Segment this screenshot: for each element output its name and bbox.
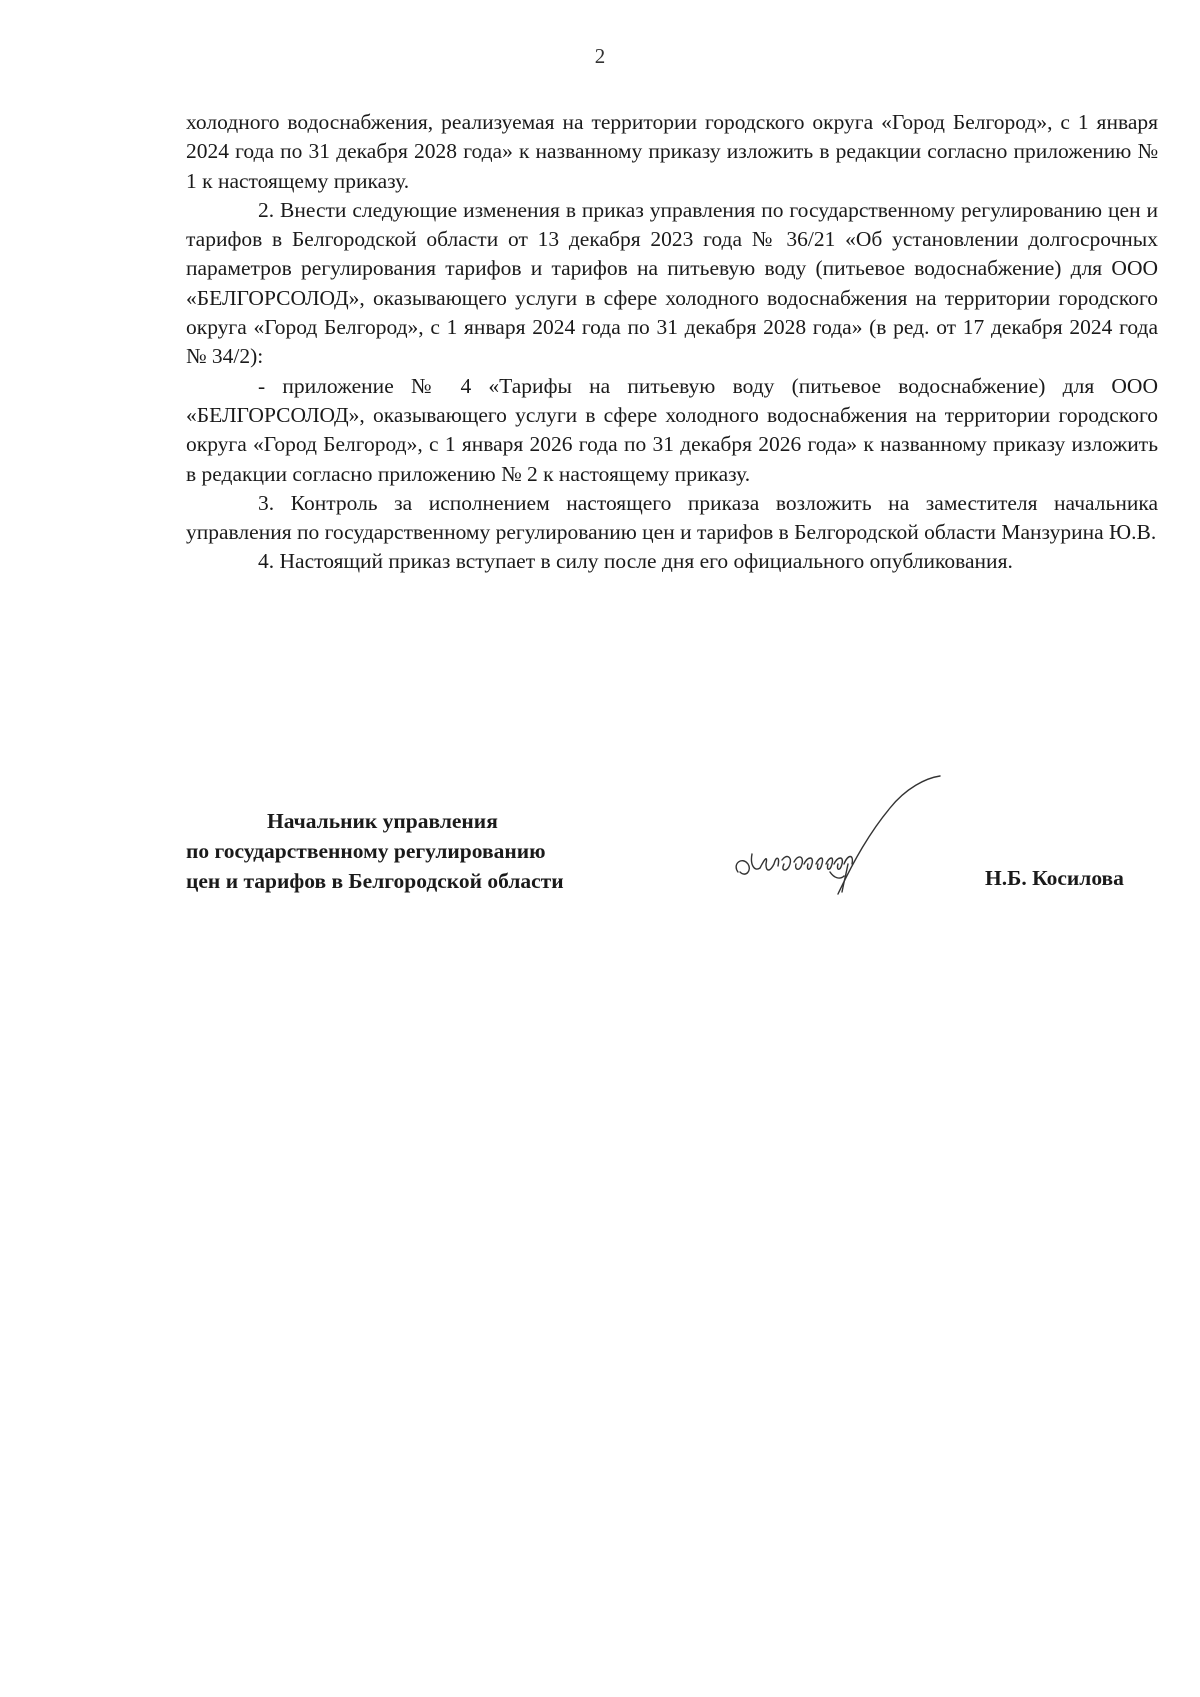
signatory-position-line-3: цен и тарифов в Белгородской области xyxy=(186,869,564,893)
paragraph-2-item: - приложение № 4 «Тарифы на питьевую воду (питьевое водоснабжение) для ООО «БЕЛГОРСОЛОД», оказывающего услуги в сфере холодного водоснабжения на территории городского округа «Город Белгород», с 1 января 2026 года по 31 декабря 2026 года» к названному приказу изложить в редакции согласно приложению № 2 к настоящему приказу. xyxy=(186,373,1158,486)
handwritten-signature xyxy=(730,768,970,918)
paragraph-3: 3. Контроль за исполнением настоящего приказа возложить на заместителя начальника управления по государственному регулированию цен и тарифов в Белгородской области Манзурина Ю.В. xyxy=(186,490,1158,545)
signatory-position-line-2: по государственному регулированию xyxy=(186,839,546,863)
paragraph-continuation: холодного водоснабжения, реализуемая на территории городского округа «Город Белгород», с 1 января 2024 года по 31 декабря 2028 года» к названному приказу изложить в редакции согласно приложению № 1 к настоящему приказу. xyxy=(186,110,1158,193)
signatory-position xyxy=(186,806,564,896)
signatory-name: Н.Б. Косилова xyxy=(985,866,1124,890)
signatory-position-line-1: Начальник управления xyxy=(267,809,498,833)
document-body xyxy=(186,108,1158,577)
page-number: 2 xyxy=(594,44,606,68)
paragraph-2: 2. Внести следующие изменения в приказ управления по государственному регулированию цен и тарифов в Белгородской области от 13 декабря 2023 года № 36/21 «Об установлении долгосрочных параметров регулирования тарифов и тарифов на питьевую воду (питьевое водоснабжение) для ООО «БЕЛГОРСОЛОД», оказывающего услуги в сфере холодного водоснабжения на территории городского округа «Город Белгород», с 1 января 2024 года по 31 декабря 2028 года» (в ред. от 17 декабря 2024 года № 34/2): xyxy=(186,197,1158,369)
paragraph-4: 4. Настоящий приказ вступает в силу после дня его официального опубликования. xyxy=(258,549,1013,574)
